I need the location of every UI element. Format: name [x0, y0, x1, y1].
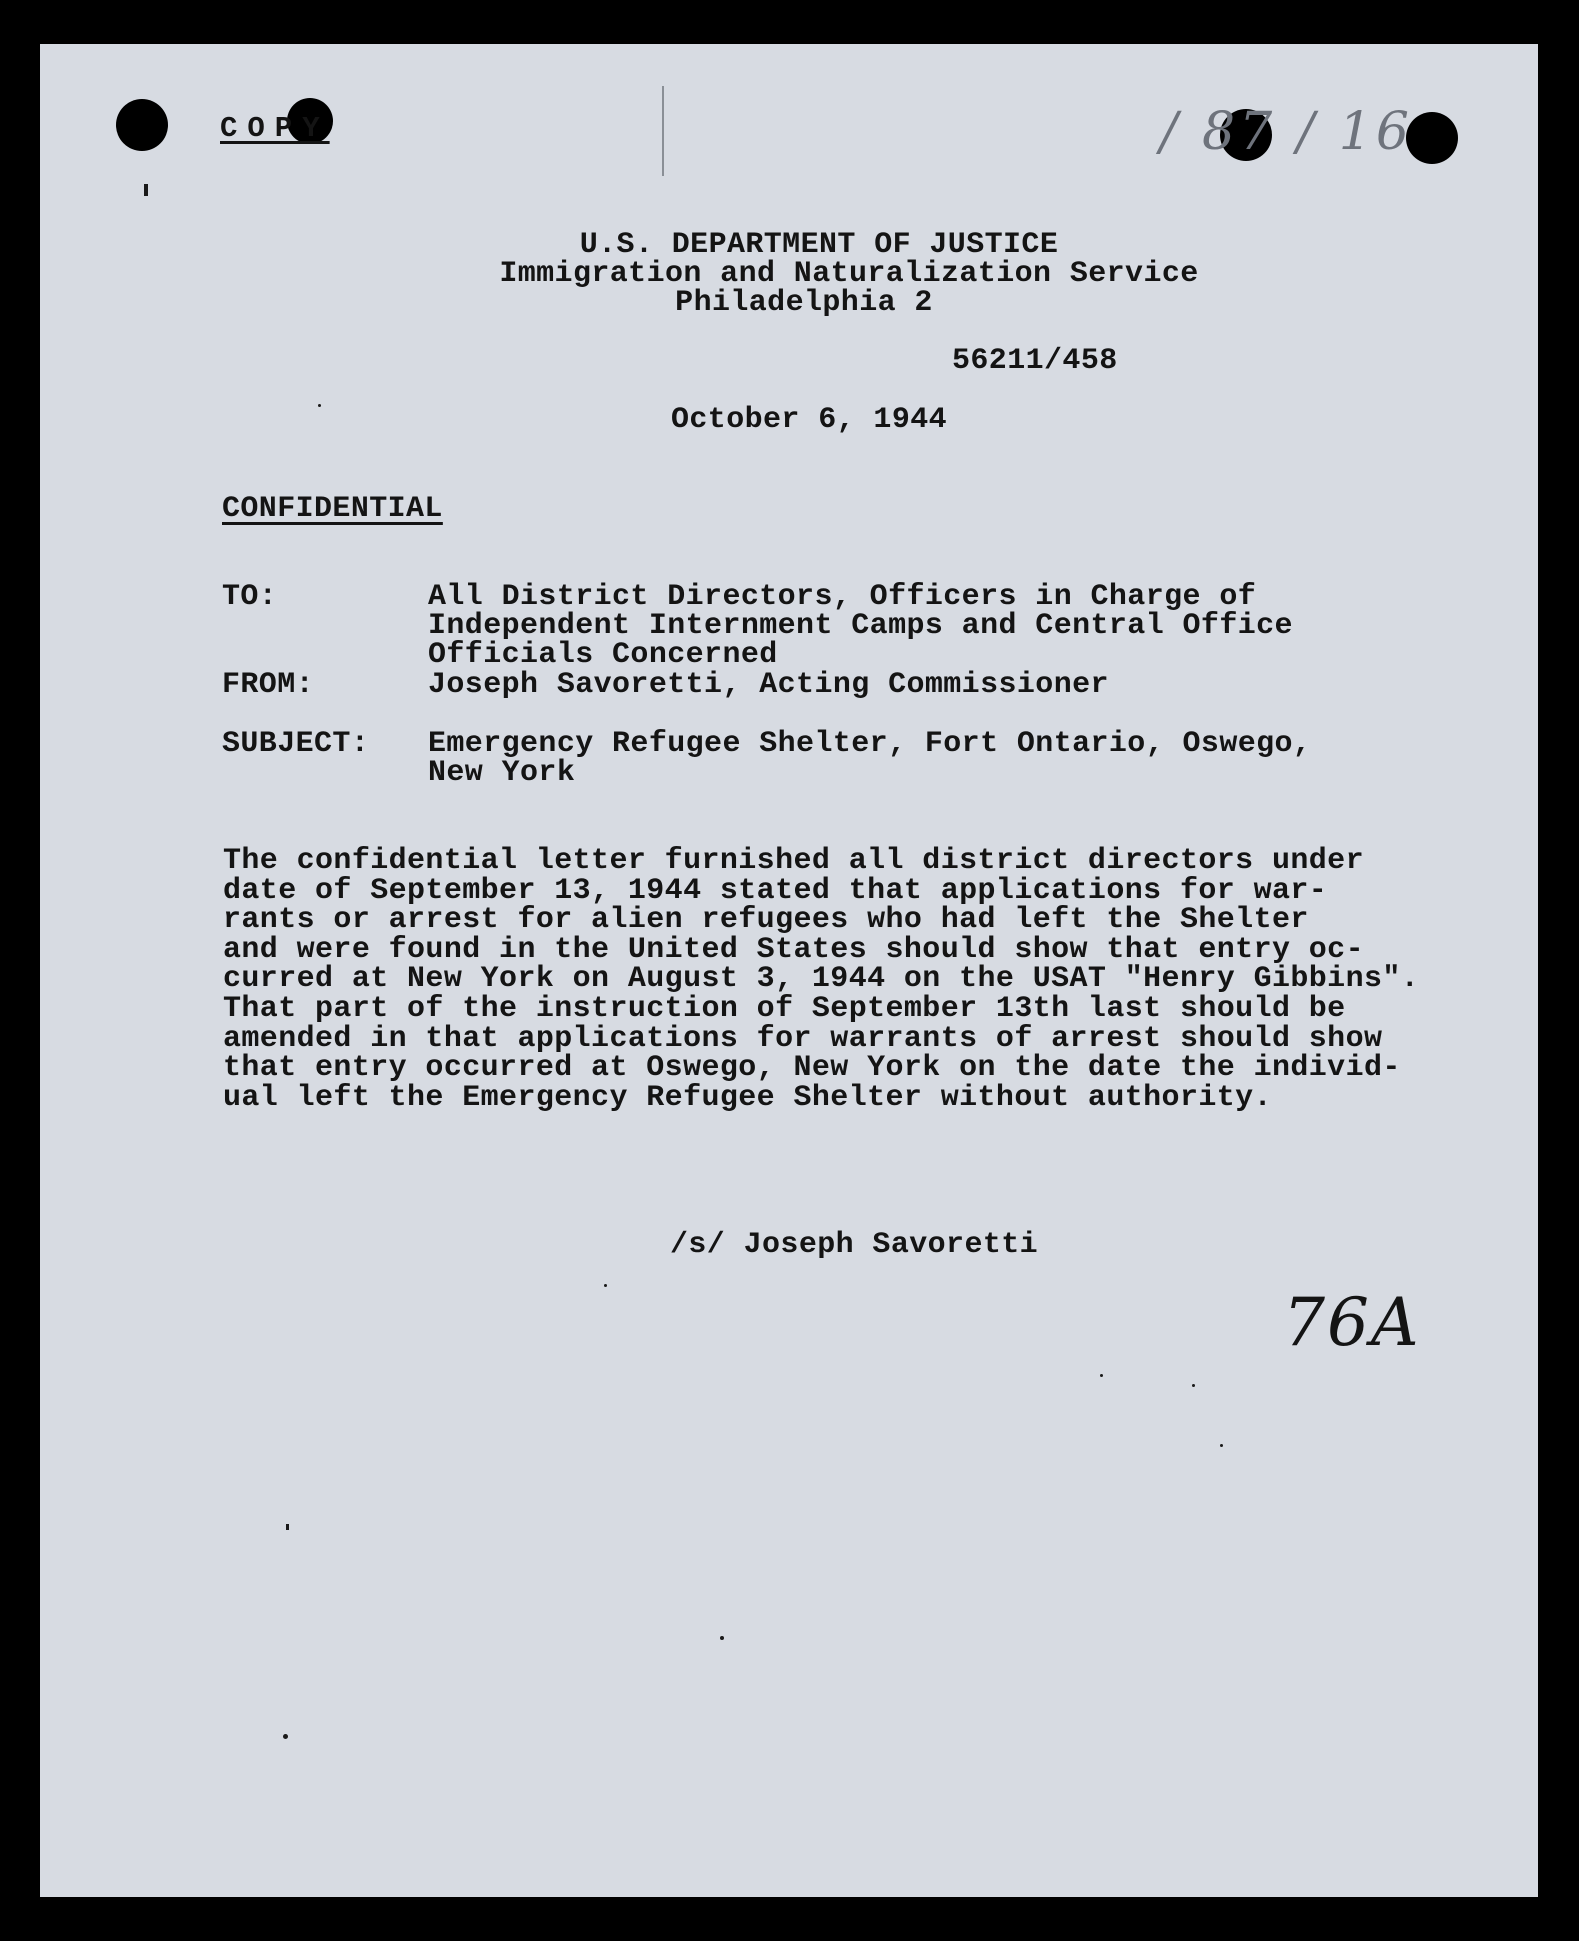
subject-text: Emergency Refugee Shelter, Fort Ontario, Oswego, New York: [428, 727, 1312, 790]
document-page: [40, 44, 1538, 1897]
file-number: 56211/458: [952, 344, 1118, 378]
letterhead-city: Philadelphia 2: [675, 286, 933, 320]
speck: [144, 184, 148, 196]
fold-line: [662, 86, 664, 176]
from-sender: Joseph Savoretti, Acting Commissioner: [428, 668, 1109, 702]
copy-stamp: COPY: [220, 112, 330, 145]
speck: [720, 1636, 724, 1640]
punch-hole-far-right: [1406, 112, 1458, 164]
letterhead-service: Immigration and Naturalization Service: [499, 257, 1199, 291]
to-label: TO:: [222, 580, 278, 614]
letter-date: October 6, 1944: [671, 403, 948, 437]
speck: [604, 1284, 607, 1287]
from-label: FROM:: [222, 668, 315, 702]
handwritten-file-notation: / 87 / 16: [1160, 102, 1413, 162]
speck: [1100, 1374, 1103, 1377]
subject-label: SUBJECT:: [222, 727, 370, 761]
speck: [318, 404, 321, 407]
letter-body: The confidential letter furnished all district directors under date of September 13, 1944 stated that applications for war- rants or arrest for alien refugees who had left the Shelter and were found in the United States should show that entry oc- curred at New York on August 3, 1944 on the USAT "Henry Gibbins". That part of the instruction of September 13th last should be amended in that applications for warrants of arrest should show that entry occurred at Oswego, New York on the date the individ- ual left the Emergency Refugee Shelter without authority.: [223, 844, 1420, 1115]
speck: [286, 1524, 289, 1530]
speck: [1220, 1444, 1223, 1447]
signature-line: /s/ Joseph Savoretti: [670, 1228, 1039, 1262]
to-recipients: All District Directors, Officers in Charge of Independent Internment Camps and Central Office Officials Concerned: [428, 580, 1293, 672]
classification-label: CONFIDENTIAL: [222, 492, 443, 526]
speck: [283, 1734, 288, 1739]
speck: [1192, 1384, 1195, 1387]
punch-hole-left: [116, 99, 168, 151]
letterhead-department: U.S. DEPARTMENT OF JUSTICE: [579, 228, 1059, 262]
handwritten-page-number: 76A: [1283, 1284, 1421, 1361]
